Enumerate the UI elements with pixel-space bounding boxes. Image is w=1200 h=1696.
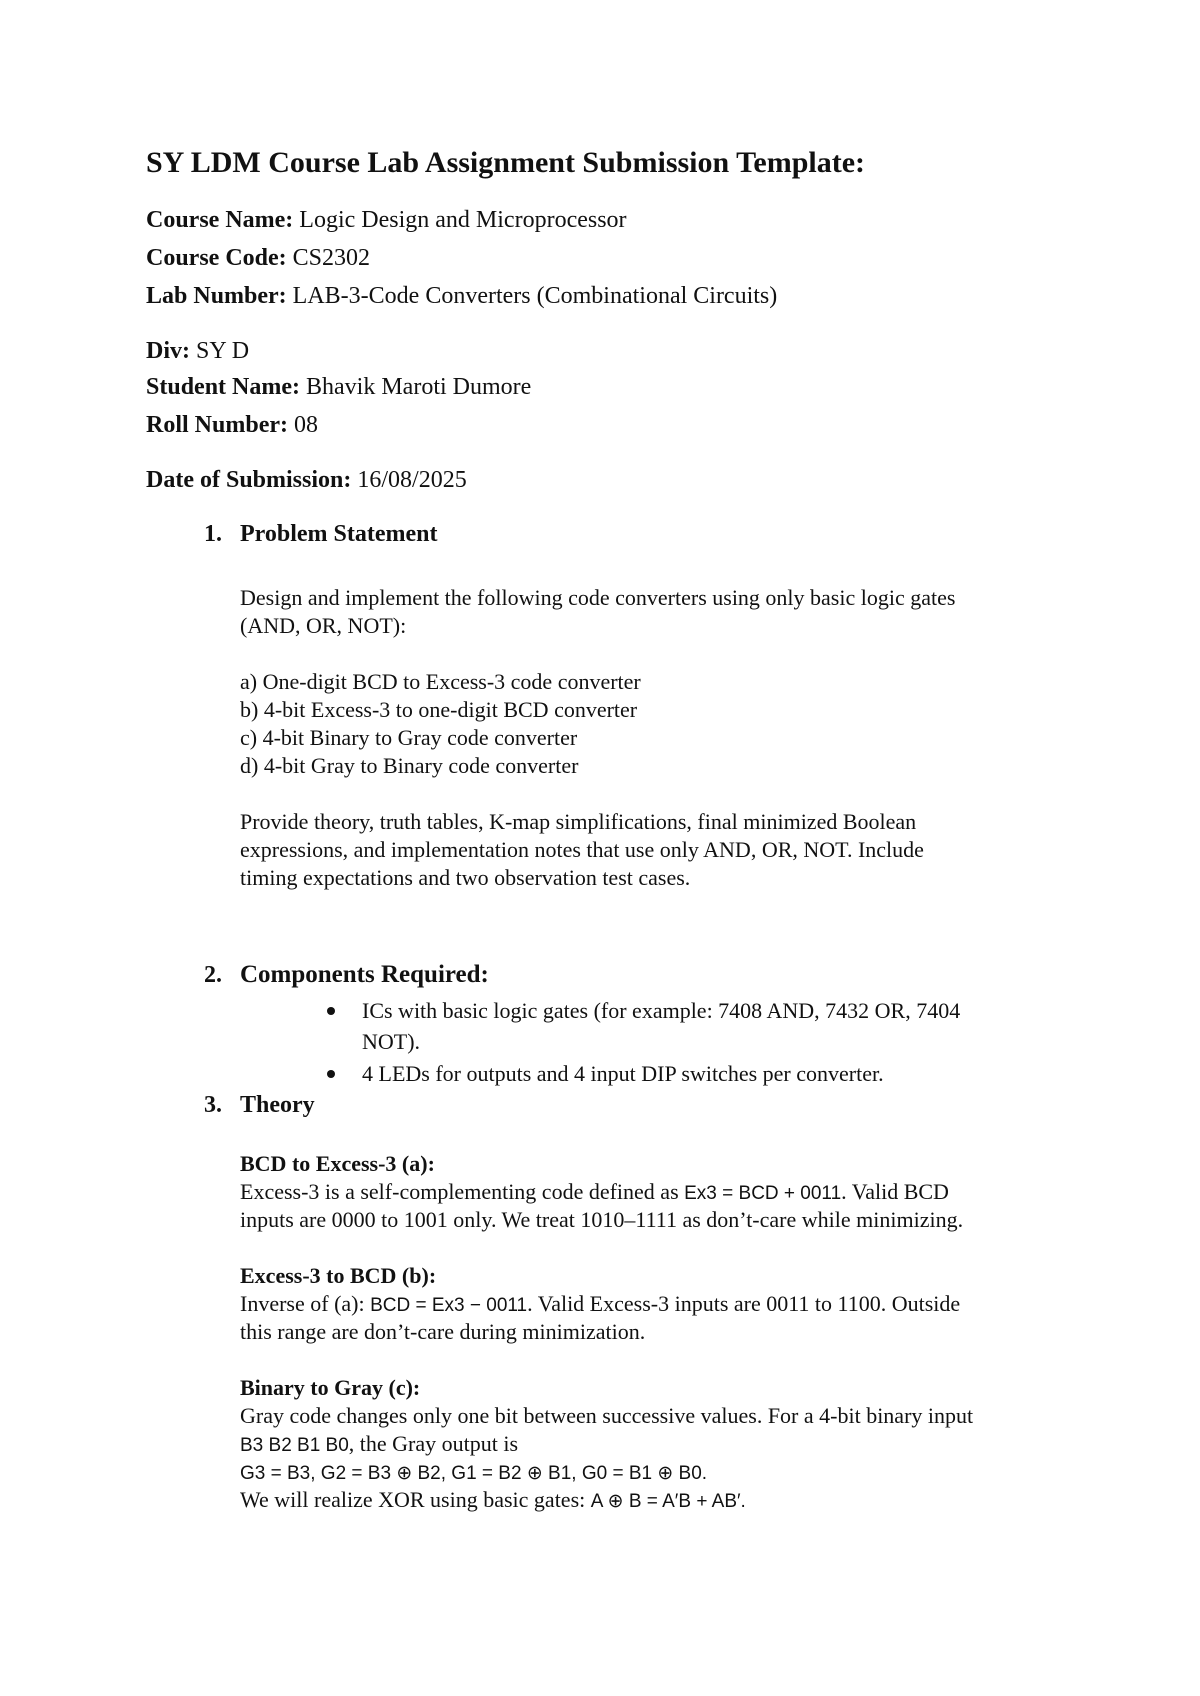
- theory-a-line-1: [240, 1178, 949, 1208]
- components-bullet-1-line-1: ICs with basic logic gates (for example: 7408 AND, 7432 OR, 7404: [362, 998, 961, 1023]
- problem-closing-line-3: timing expectations and two observation test cases.: [240, 865, 691, 890]
- section-2-title: Components Required:: [240, 961, 489, 988]
- date-value: 16/08/2025: [357, 467, 467, 493]
- theory-a-heading: BCD to Excess-3 (a):: [240, 1151, 435, 1176]
- theory-b-equation: BCD = Ex3 − 0011: [370, 1295, 528, 1316]
- course-name-value: Logic Design and Microprocessor: [299, 207, 627, 233]
- section-2-number: 2.: [204, 962, 222, 988]
- theory-a-line-1-pre: Excess-3 is a self-complementing code defined as: [240, 1179, 685, 1204]
- theory-c-gray-equations: G3 = B3, G2 = B3 ⊕ B2, G1 = B2 ⊕ B1, G0 = B1 ⊕ B0.: [240, 1463, 708, 1484]
- theory-c-binary-bits: B3 B2 B1 B0: [240, 1435, 349, 1456]
- theory-a-line-2: inputs are 0000 to 1001 only. We treat 1010–1111 as don’t-care while minimizing.: [240, 1207, 964, 1232]
- date-line: [146, 465, 467, 495]
- div-value: SY D: [196, 338, 250, 364]
- problem-item-b: b) 4-bit Excess-3 to one-digit BCD converter: [240, 697, 638, 722]
- lab-number-line: [146, 281, 777, 311]
- roll-number-line: [146, 410, 318, 440]
- components-bullet-1-line-2: NOT).: [362, 1029, 421, 1054]
- problem-closing-line-1: Provide theory, truth tables, K-map simplifications, final minimized Boolean: [240, 809, 917, 834]
- theory-c-line-2: [240, 1430, 518, 1460]
- bullet-2-dot: [327, 1070, 335, 1078]
- theory-c-xor-equation: A ⊕ B = A′B + AB′.: [590, 1491, 746, 1512]
- course-code-value: CS2302: [292, 245, 371, 271]
- problem-intro-line-2: (AND, OR, NOT):: [240, 613, 407, 638]
- components-bullet-2: 4 LEDs for outputs and 4 input DIP switches per converter.: [362, 1061, 884, 1086]
- theory-b-line-1: [240, 1290, 960, 1320]
- problem-item-d: d) 4-bit Gray to Binary code converter: [240, 753, 579, 778]
- student-name-label: Student Name:: [146, 374, 300, 400]
- div-line: [146, 336, 249, 366]
- theory-b-line-1-pre: Inverse of (a):: [240, 1291, 371, 1316]
- course-code-line: [146, 243, 370, 273]
- roll-number-value: 08: [293, 412, 318, 438]
- problem-item-c: c) 4-bit Binary to Gray code converter: [240, 725, 578, 750]
- section-3-number: 3.: [204, 1092, 222, 1118]
- theory-a-line-1-post: . Valid BCD: [841, 1179, 949, 1204]
- section-1-number: 1.: [204, 521, 222, 547]
- theory-b-line-2: this range are don’t-care during minimization.: [240, 1319, 646, 1344]
- theory-c-heading: Binary to Gray (c):: [240, 1375, 421, 1400]
- lab-number-value: LAB-3-Code Converters (Combinational Circuits): [292, 283, 778, 309]
- theory-b-line-1-post: . Valid Excess-3 inputs are 0011 to 1100. Outside: [527, 1291, 961, 1316]
- roll-number-label: Roll Number:: [146, 412, 288, 438]
- problem-intro-line-1: Design and implement the following code converters using only basic logic gates: [240, 585, 956, 610]
- theory-c-line-1: Gray code changes only one bit between successive values. For a 4-bit binary input: [240, 1403, 974, 1428]
- date-label: Date of Submission:: [146, 467, 352, 493]
- theory-a-equation: Ex3 = BCD + 0011: [684, 1183, 842, 1204]
- bullet-1-dot: [327, 1007, 335, 1015]
- theory-c-line-2-post: , the Gray output is: [348, 1431, 519, 1456]
- theory-c-line-4: [240, 1486, 746, 1516]
- problem-closing-line-2: expressions, and implementation notes that use only AND, OR, NOT. Include: [240, 837, 924, 862]
- section-3-title: Theory: [240, 1092, 315, 1118]
- student-name-line: [146, 372, 531, 402]
- section-1-title: Problem Statement: [240, 521, 438, 547]
- theory-b-heading: Excess-3 to BCD (b):: [240, 1263, 437, 1288]
- problem-item-a: a) One-digit BCD to Excess-3 code converter: [240, 669, 641, 694]
- course-code-label: Course Code:: [146, 245, 287, 271]
- div-label: Div:: [146, 338, 190, 364]
- course-name-label: Course Name:: [146, 207, 294, 233]
- student-name-value: Bhavik Maroti Dumore: [306, 374, 532, 400]
- course-name-line: [146, 205, 627, 235]
- document-title: SY LDM Course Lab Assignment Submission Template:: [146, 146, 866, 179]
- lab-number-label: Lab Number:: [146, 283, 287, 309]
- theory-c-line-4-pre: We will realize XOR using basic gates:: [240, 1487, 591, 1512]
